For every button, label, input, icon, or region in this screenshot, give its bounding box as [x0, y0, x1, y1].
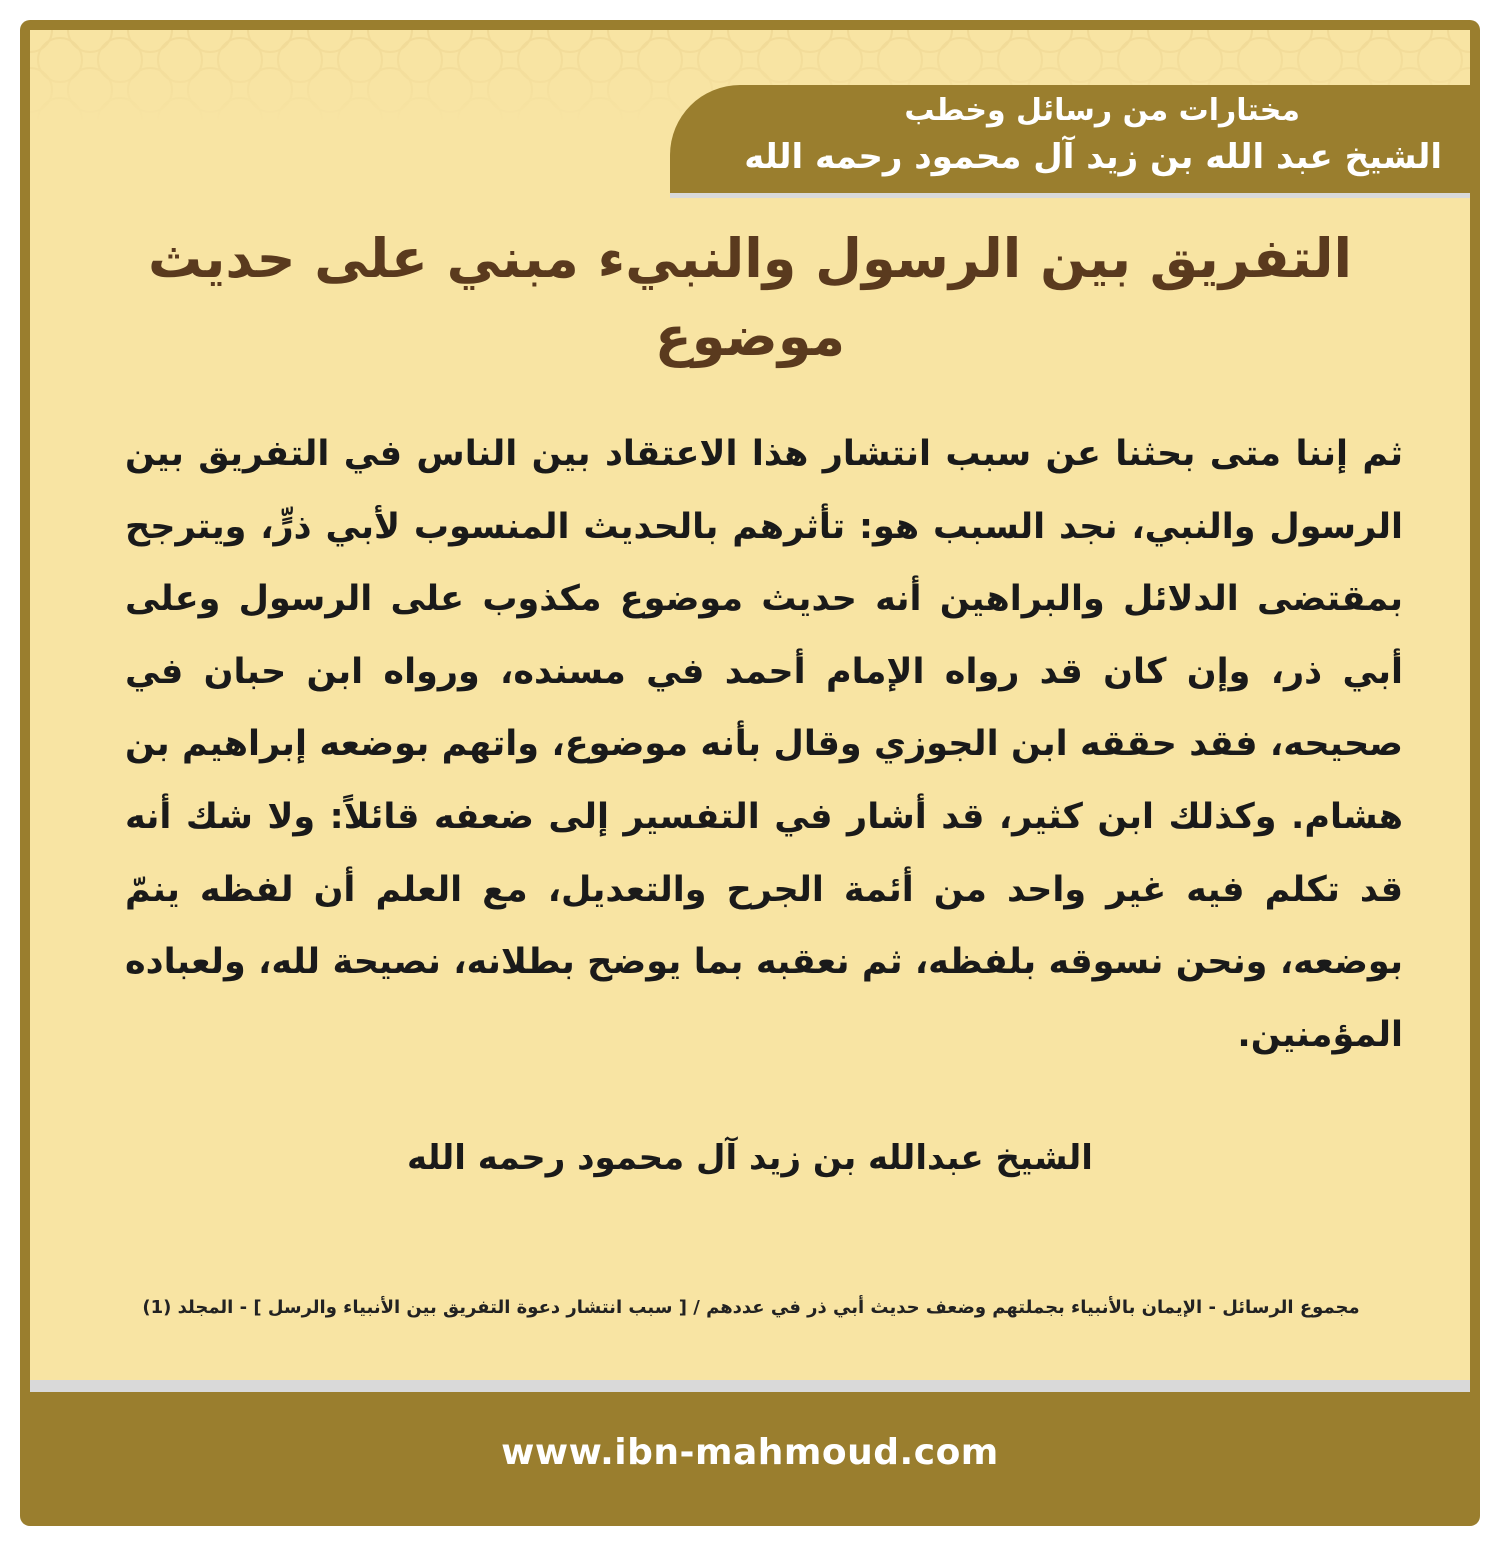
header-banner — [670, 85, 1470, 193]
header-subtitle: مختارات من رسائل وخطب — [904, 93, 1300, 128]
article-title: التفريق بين الرسول والنبيء مبني على حديث موضوع — [147, 227, 1353, 368]
content-panel — [30, 30, 1470, 1392]
website-link[interactable]: www.ibn-mahmoud.com — [501, 1432, 999, 1473]
header-author: الشيخ عبد الله بن زيد آل محمود رحمه الله — [744, 137, 1442, 177]
author-signature: الشيخ عبدالله بن زيد آل محمود رحمه الله — [407, 1138, 1093, 1178]
source-citation: مجموع الرسائل - الإيمان بالأنبياء بجملتهم وضعف حديث أبي ذر في عددهم / [ سبب انتشار دعوة التفريق بين الأنبياء والرسل ] - المجلد (1) — [142, 1297, 1360, 1318]
divider — [30, 1380, 1470, 1392]
quote-card — [20, 20, 1480, 1526]
article-body: ثم إننا متى بحثنا عن سبب انتشار هذا الاعتقاد بين الناس في التفريق بين الرسول والنبي، نجد السبب هو: تأثرهم بالحديث المنسوب لأبي ذرٍّ، ويترجح بمقتضى الدلائل والبراهين أنه حديث موضوع مكذوب على الرسول وعلى أبي ذر، وإن كان قد رواه الإمام أحمد في مسنده، ورواه ابن حبان في صحيحه، فقد حققه ابن الجوزي وقال بأنه موضوع، واتهم بوضعه إبراهيم بن هشام. وكذلك ابن كثير، قد أشار في التفسير إلى ضعفه قائلاً: ولا شك أنه قد تكلم فيه غير واحد من أئمة الجرح والتعديل، مع العلم أن لفظه ينمّ بوضعه، ونحن نسوقه بلفظه، ثم نعقبه بما يوضح بطلانه، نصيحة لله، ولعباده المؤمنين. — [125, 434, 1403, 1055]
